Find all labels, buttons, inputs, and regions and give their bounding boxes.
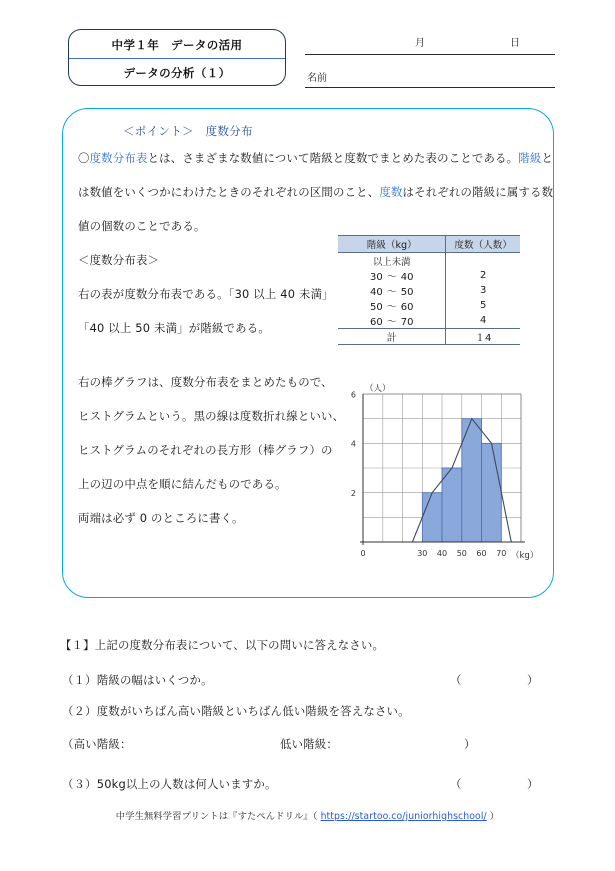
histogram-bars <box>422 419 501 542</box>
question-1-answer-open: （ <box>450 673 462 687</box>
range-high: 50 <box>400 287 414 298</box>
bounds-cell <box>338 253 446 269</box>
date-field[interactable] <box>305 33 555 55</box>
x-tick-0: 0 <box>360 549 366 558</box>
total-value: １4 <box>446 329 520 345</box>
point-paragraph-1-text: とは、さまざまな数値について階級と度数でまとめた表のことである。 <box>147 151 519 165</box>
footer <box>0 808 615 822</box>
range-low: 50 <box>369 302 383 313</box>
range-high: 70 <box>400 317 414 328</box>
footer-text-after: ） <box>486 811 500 822</box>
histogram-y-axis-label: （人） <box>365 384 391 394</box>
question-3: （３）50kg以上の人数は何人いますか。 <box>62 777 277 791</box>
table-row-bounds <box>338 253 520 269</box>
question-2: （２）度数がいちばん高い階級といちばん低い階級を答えなさい。 <box>62 704 410 718</box>
point-paragraph-1 <box>78 153 553 164</box>
range-low: 60 <box>369 317 383 328</box>
question-2-answer-close: ） <box>464 737 476 751</box>
date-month-label: 月 <box>415 38 425 49</box>
title-grade-unit: 中学１年 データの活用 <box>111 38 243 52</box>
date-underline <box>305 54 555 55</box>
frequency-distribution-table <box>338 235 520 345</box>
bounds-empty-cell <box>446 253 520 269</box>
class-range-cell <box>338 298 446 313</box>
class-range-cell <box>338 283 446 298</box>
point-paragraph-2 <box>78 187 553 198</box>
class-range-cell <box>338 268 446 283</box>
x-tick-50: 50 <box>456 549 467 558</box>
x-tick-40: 40 <box>436 549 448 558</box>
question-1-answer-close[interactable]: ） <box>527 673 539 687</box>
range-low: 40 <box>369 287 383 298</box>
y-tick-6: 6 <box>350 390 356 400</box>
question-2-high-label: （高い階級： <box>62 737 132 751</box>
bound-lower-label: 以上 <box>372 256 392 268</box>
frequency-cell: 3 <box>480 285 487 296</box>
worksheet-header <box>0 0 615 105</box>
point-box <box>62 108 554 598</box>
point-paragraph-2-tail: はそれぞれの階級に属する数 <box>402 185 554 199</box>
keyword-frequency-table: 度数分布表 <box>89 151 148 165</box>
point-paragraph-6: 右の棒グラフは、度数分布表をまとめたもので、 <box>78 375 333 389</box>
range-tilde: 〜 <box>386 302 397 313</box>
column-header-class: 階級（kg） <box>338 236 446 253</box>
table-row <box>338 283 520 298</box>
point-paragraph-10: 両端は必ず 0 のところに書く。 <box>78 511 244 525</box>
point-paragraph-1-tail: と <box>541 151 554 165</box>
table-header-row <box>338 236 520 253</box>
table-header <box>338 236 520 253</box>
bar-30-40 <box>422 493 442 542</box>
x-tick-70: 70 <box>496 549 507 558</box>
bar-40-50 <box>442 468 462 542</box>
title-box <box>68 29 286 86</box>
point-paragraph-4: 右の表が度数分布表である。「30 以上 40 未満」 <box>78 287 334 301</box>
frequency-cell: 2 <box>480 270 487 281</box>
point-paragraph-9: 上の辺の中点を順に結んだものである。 <box>78 477 287 491</box>
question-1: （１）階級の幅はいくつか。 <box>62 673 213 687</box>
keyword-class: 階級 <box>518 151 542 165</box>
table-row <box>338 298 520 313</box>
bar-60-70 <box>482 443 502 542</box>
frequency-cell: 5 <box>480 300 487 311</box>
footer-text-before: 中学生無料学習プリントは『すたぺんドリル』（ <box>115 811 321 822</box>
name-label: 名前 <box>307 73 327 84</box>
range-tilde: 〜 <box>386 272 397 283</box>
name-field[interactable] <box>305 66 555 88</box>
table-row <box>338 268 520 283</box>
x-tick-60: 60 <box>476 549 487 558</box>
point-paragraph-7: ヒストグラムという。黒の線は度数折れ線といい、 <box>78 409 345 423</box>
histogram-chart <box>335 382 539 572</box>
range-low: 30 <box>369 272 383 283</box>
title-lesson: データの分析（１） <box>123 66 231 80</box>
range-tilde: 〜 <box>386 287 397 298</box>
histogram-svg <box>335 382 535 572</box>
point-paragraph-8: ヒストグラムのそれぞれの長方形（棒グラフ）の <box>78 443 333 457</box>
total-label: 計 <box>338 329 446 345</box>
table-row-total <box>338 329 520 345</box>
point-subheading: ＜度数分布表＞ <box>78 253 160 267</box>
y-tick-4: 4 <box>350 439 356 449</box>
keyword-frequency: 度数 <box>379 185 403 199</box>
table-row <box>338 313 520 329</box>
table-body <box>338 253 520 345</box>
footer-link[interactable]: https://startoo.co/juniorhighschool/ <box>320 811 487 822</box>
question-3-answer-open: （ <box>450 777 462 791</box>
question-intro: 【１】上記の度数分布表について、以下の問いに答えなさい。 <box>60 638 385 652</box>
point-paragraph-5: 「40 以上 50 未満」が階級である。 <box>78 321 270 335</box>
date-day-label: 日 <box>510 38 520 49</box>
point-heading: ＜ポイント＞ 度数分布 <box>123 124 253 138</box>
range-tilde: 〜 <box>386 317 397 328</box>
point-paragraph-3: 値の個数のことである。 <box>78 219 206 233</box>
class-range-cell <box>338 313 446 329</box>
bound-upper-label: 未満 <box>391 256 411 268</box>
frequency-cell: 4 <box>480 315 487 326</box>
column-header-frequency: 度数（人数） <box>446 236 520 253</box>
bullet-mark: 〇 <box>78 151 90 165</box>
question-3-answer-close[interactable]: ） <box>527 777 539 791</box>
name-underline <box>305 87 555 88</box>
range-high: 40 <box>400 272 414 283</box>
range-high: 60 <box>400 302 414 313</box>
y-tick-2: 2 <box>350 489 356 498</box>
point-paragraph-2-head: は数値をいくつかにわけたときのそれぞれの区間のこと、 <box>78 185 380 199</box>
title-divider <box>69 58 285 59</box>
question-2-low-label: 低い階級： <box>280 737 338 751</box>
histogram-x-axis-label: （kg） <box>511 551 539 561</box>
x-tick-30: 30 <box>417 549 428 558</box>
